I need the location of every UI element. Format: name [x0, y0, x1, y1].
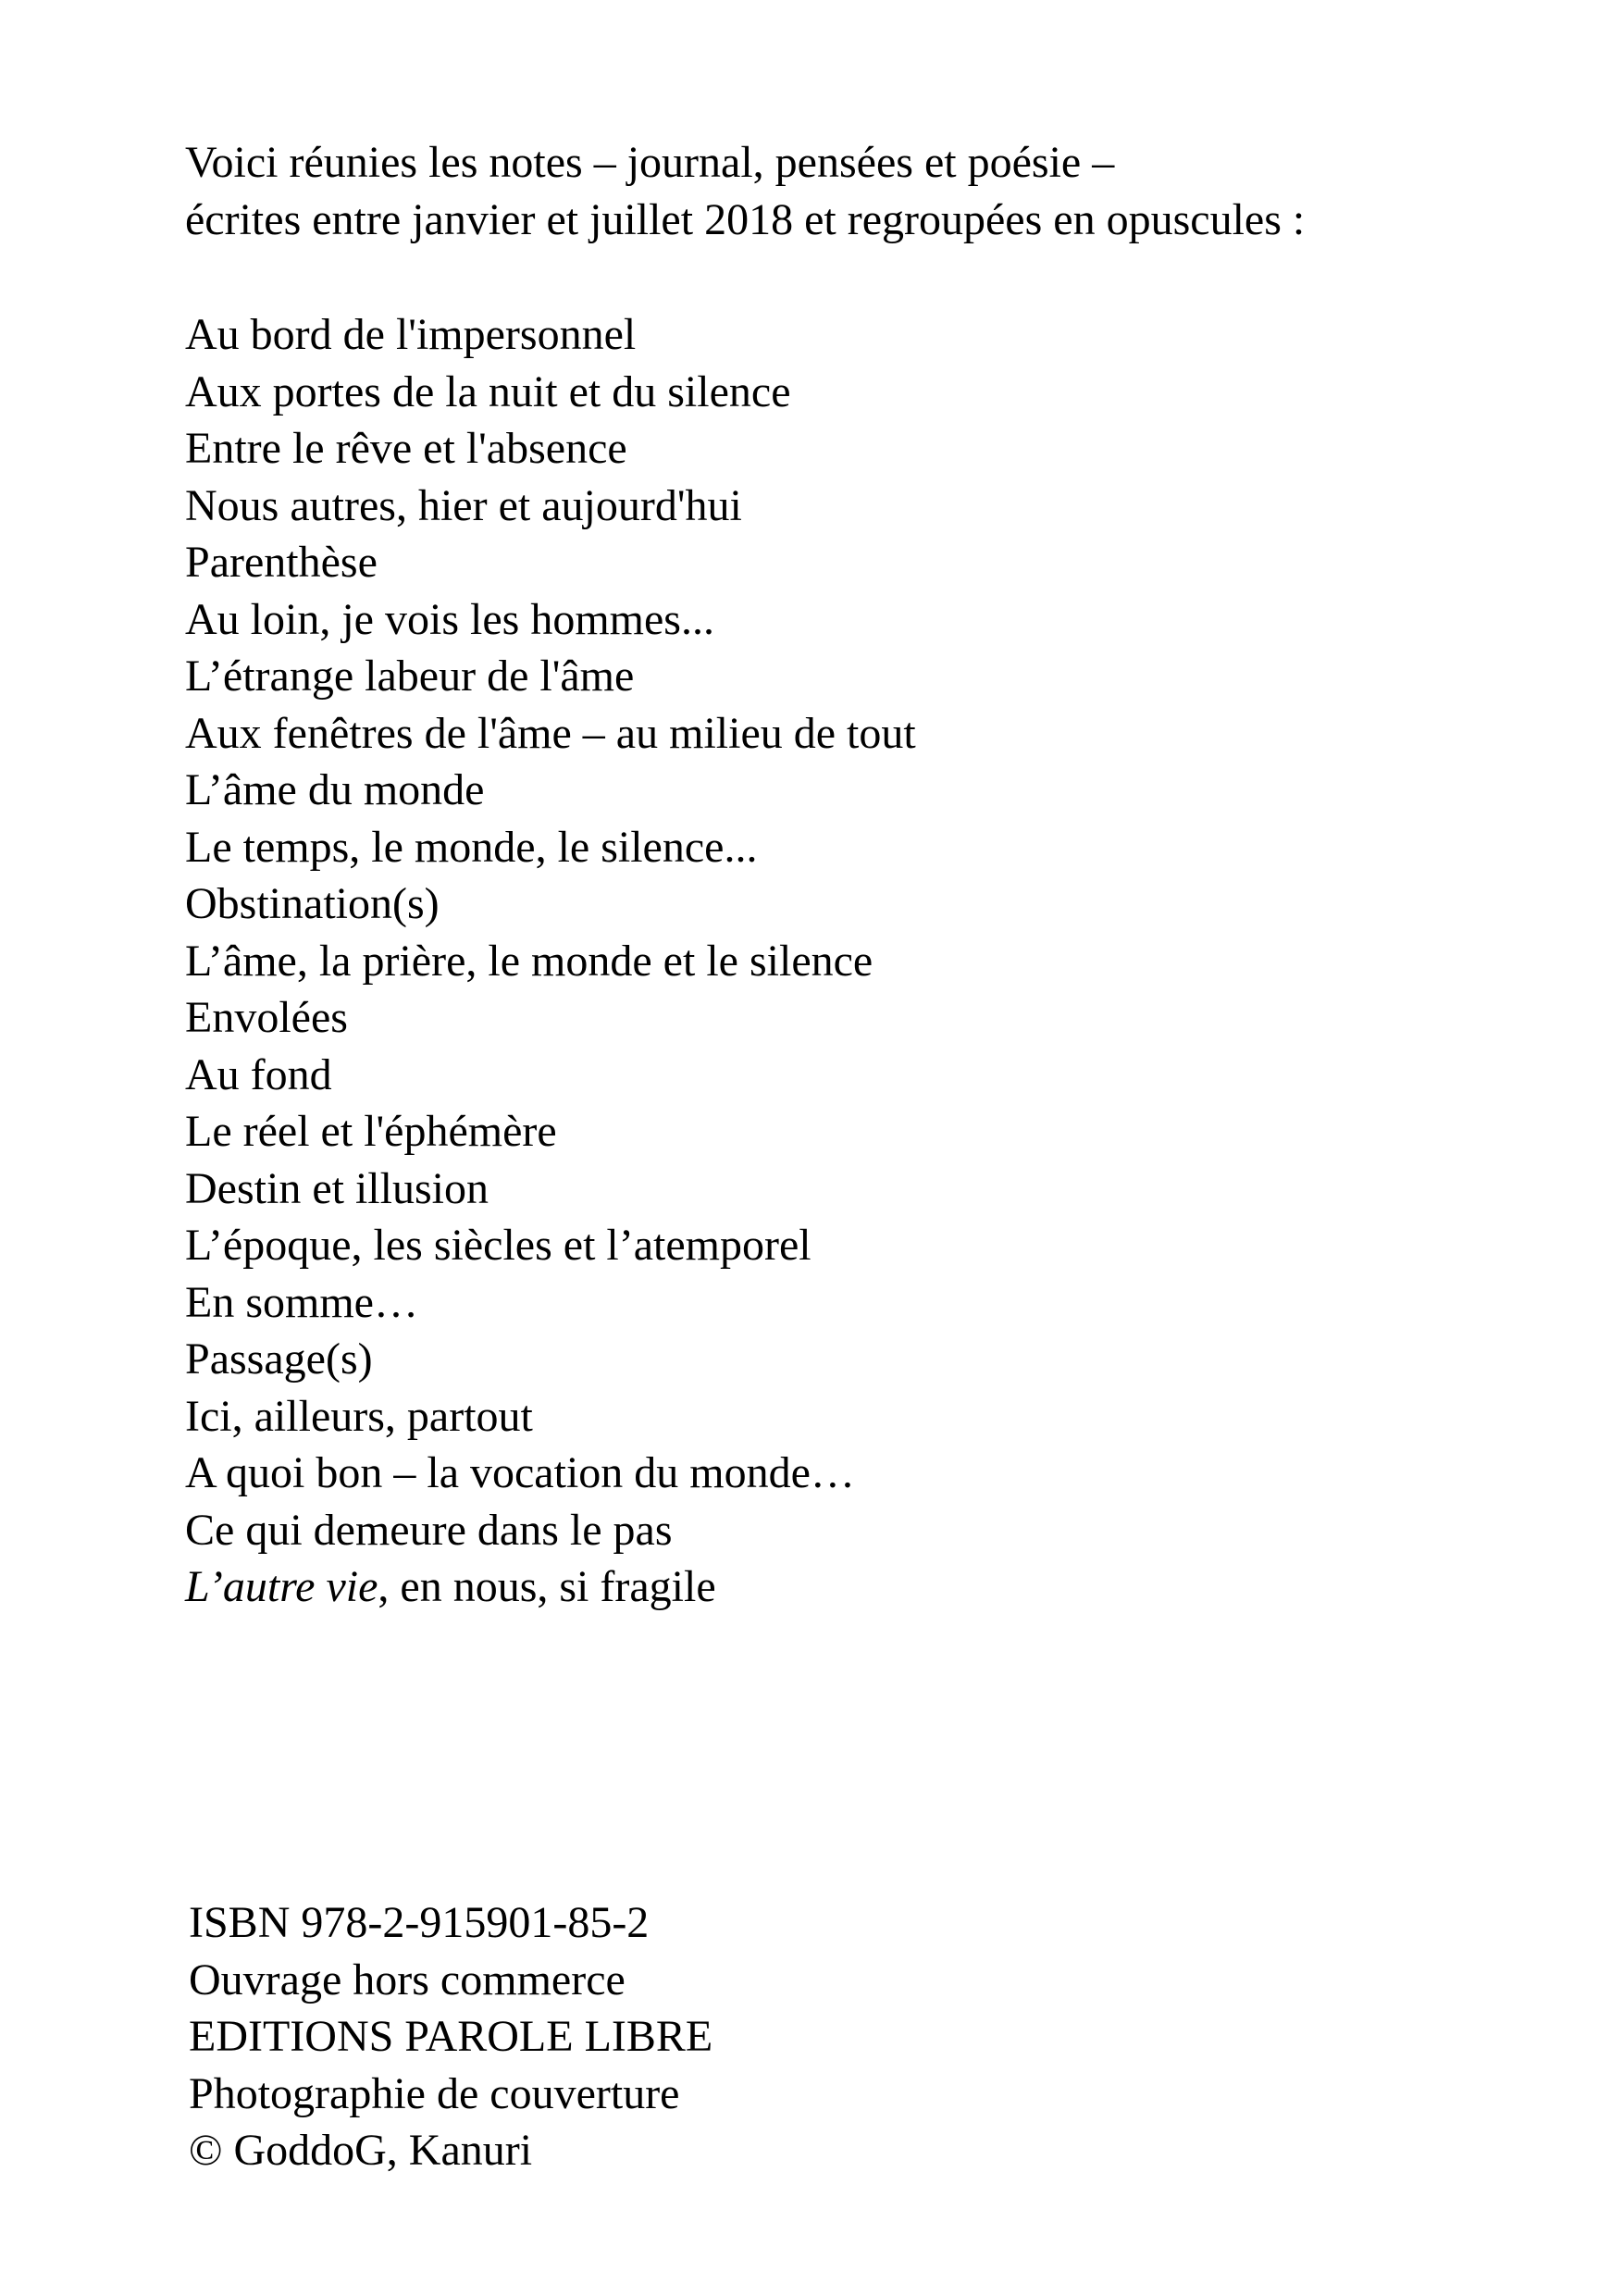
opuscule-list	[185, 306, 916, 1616]
opuscule-title-9: L’âme du monde	[185, 765, 485, 814]
opuscule-title-23	[185, 1558, 916, 1616]
photo-credit: © GoddoG, Kanuri	[189, 2126, 533, 2176]
opuscule-title-13: Envolées	[185, 993, 348, 1042]
intro-line-2: écrites entre janvier et juillet 2018 et regroupées en opuscules :	[185, 195, 1306, 244]
opuscule-title-10: Le temps, le monde, le silence...	[185, 822, 758, 872]
intro-paragraph	[185, 134, 1305, 249]
opuscule-title-19: Passage(s)	[185, 1334, 373, 1384]
colophon	[189, 1894, 712, 2179]
opuscule-title-6: Au loin, je vois les hommes...	[185, 594, 714, 644]
opuscule-title-14: Au fond	[185, 1049, 332, 1099]
opuscule-title-21: A quoi bon – la vocation du monde…	[185, 1448, 855, 1497]
opuscule-title-23-rest: , en nous, si fragile	[378, 1562, 716, 1611]
isbn: ISBN 978-2-915901-85-2	[189, 1898, 650, 1947]
intro-line-1: Voici réunies les notes – journal, pensées et poésie –	[185, 138, 1115, 187]
photo-credit-label: Photographie de couverture	[189, 2068, 680, 2118]
publisher: EDITIONS PAROLE LIBRE	[189, 2012, 713, 2062]
opuscule-title-11: Obstination(s)	[185, 879, 440, 928]
opuscule-title-22: Ce qui demeure dans le pas	[185, 1505, 673, 1555]
opuscule-title-3: Entre le rêve et l'absence	[185, 424, 627, 473]
opuscule-title-23-italic: L’autre vie	[185, 1562, 378, 1611]
opuscule-title-20: Ici, ailleurs, partout	[185, 1391, 533, 1441]
opuscule-title-18: En somme…	[185, 1277, 418, 1327]
opuscule-title-2: Aux portes de la nuit et du silence	[185, 366, 791, 416]
opuscule-title-5: Parenthèse	[185, 538, 378, 587]
opuscule-title-12: L’âme, la prière, le monde et le silence	[185, 936, 873, 986]
opuscule-title-8: Aux fenêtres de l'âme – au milieu de tout	[185, 708, 916, 758]
opuscule-title-16: Destin et illusion	[185, 1163, 489, 1213]
opuscule-title-17: L’époque, les siècles et l’atemporel	[185, 1221, 812, 1270]
opuscule-title-7: L’étrange labeur de l'âme	[185, 652, 635, 701]
opuscule-title-15: Le réel et l'éphémère	[185, 1107, 557, 1156]
opuscule-title-4: Nous autres, hier et aujourd'hui	[185, 480, 742, 530]
opuscule-title-1: Au bord de l'impersonnel	[185, 310, 637, 359]
distribution-status: Ouvrage hors commerce	[189, 1955, 626, 2004]
